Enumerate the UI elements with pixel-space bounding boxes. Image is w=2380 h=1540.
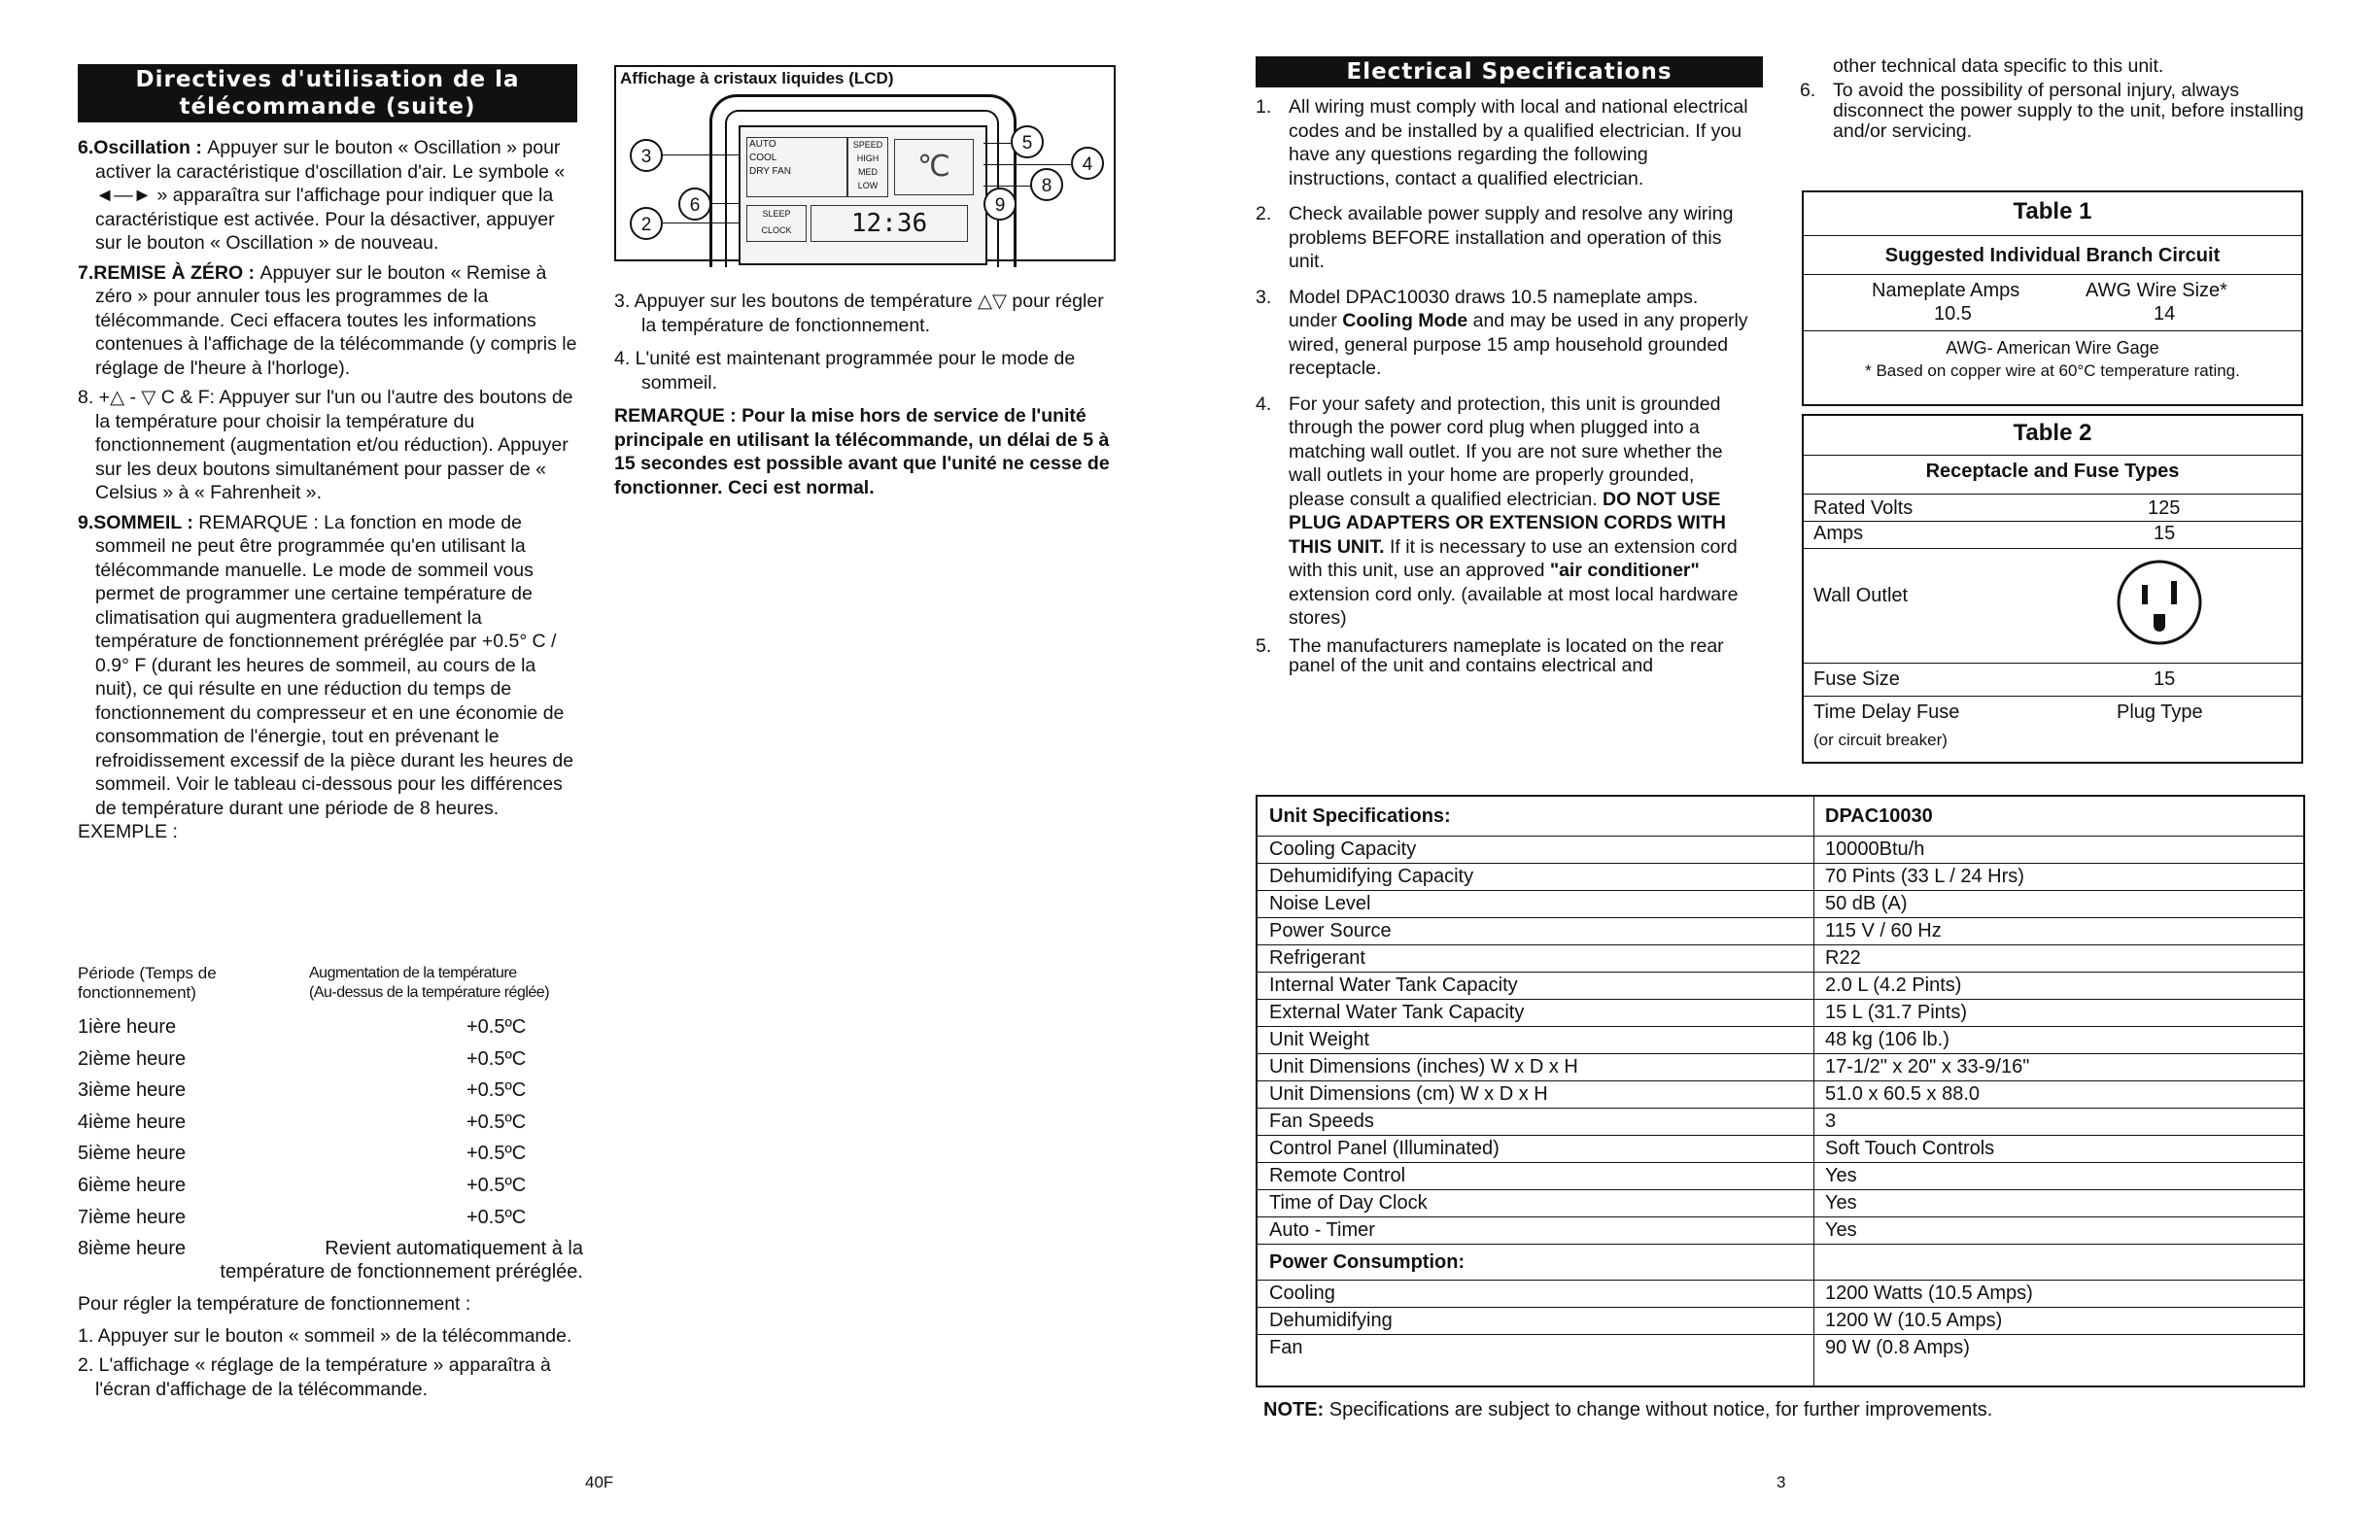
sleep-hour-label: 5ième heure [78, 1143, 187, 1165]
sleep-hour-value: +0.5ºC [466, 1175, 527, 1196]
lcd-label-high: HIGH [856, 154, 880, 163]
left-instructions [78, 136, 581, 844]
col-increase-header: Augmentation de la température (Au-dessus de la température réglée) [309, 965, 550, 1001]
section-header-electrical: Electrical Specifications [1256, 56, 1763, 87]
page-number-left: 40F [585, 1473, 614, 1491]
spec-row [1258, 1190, 2303, 1217]
lcd-label-dry: DRY [749, 166, 770, 177]
time-delay-sub: (or circuit breaker) [1813, 731, 1948, 749]
spec-value: Yes [1825, 1165, 1857, 1186]
spec-value: 51.0 x 60.5 x 88.0 [1825, 1083, 1981, 1105]
item-sleep: 9.SOMMEIL : REMARQUE : La fonction en mode de sommeil ne peut être programmée qu'en utilisant la télécommande manuelle. Le mode de sommeil vous permet de programmer une certaine température de climatisation qui augmentera graduellement la température de fonctionnement préréglée par +0.5° C / 0.9° F (durant les heures de sommeil, au cours de la nuit), ce qui résulte en une réduction du temps de fonctionnement du compresseur et en une économie de consommation de l'énergie, tout en prévenant le refroidissement excessif de la pièce durant les heures de sommeil. Voir le tableau ci-dessous pour les différences de température durant une période de 8 heures. [78, 511, 574, 819]
spec-label: Fan [1269, 1337, 1303, 1358]
mid-step-4: 4. L'unité est maintenant programmée pour le mode de sommeil. [614, 348, 1076, 394]
amps-label: Amps [1813, 523, 1864, 544]
lcd-callout-8: 8 [1030, 168, 1063, 201]
spec-row [1258, 918, 2303, 945]
spec-label: Refrigerant [1269, 947, 1365, 969]
spec-row [1258, 891, 2303, 918]
table1-note2: * Based on copper wire at 60°C temperature rating. [1865, 361, 2240, 380]
sleep-hour-label: 7ième heure [78, 1206, 187, 1228]
spec-value: 1200 Watts (10.5 Amps) [1825, 1283, 2033, 1304]
lcd-callout-5: 5 [1011, 125, 1044, 158]
lcd-label-cool: COOL [749, 153, 777, 163]
table1-subtitle: Suggested Individual Branch Circuit [1884, 245, 2221, 266]
lcd-label-sleep: SLEEP [762, 209, 791, 219]
spec-label: Unit Weight [1269, 1029, 1370, 1050]
spec-label: Remote Control [1269, 1165, 1406, 1186]
spec-label: Auto - Timer [1269, 1219, 1375, 1241]
fuse-size-label: Fuse Size [1813, 668, 1900, 690]
sleep-hour-label: 1ière heure [78, 1016, 177, 1038]
lcd-title: Affichage à cristaux liquides (LCD) [620, 69, 894, 87]
table-2 [1802, 414, 2303, 764]
table1-val1: 10.5 [1934, 303, 1972, 325]
set-temp-intro: Pour régler la température de fonctionnement : [78, 1293, 471, 1315]
spec-label: Power Source [1269, 920, 1392, 941]
table2-title: Table 2 [2013, 420, 2092, 446]
lcd-clock-digits: 12:36 [811, 205, 968, 242]
col-period-header: Période (Temps de fonctionnement) [78, 964, 217, 1002]
lcd-label-med: MED [858, 167, 878, 177]
lcd-label-speed: SPEED [852, 140, 883, 150]
unit-spec-rows [1258, 797, 2303, 1361]
sleep-hour-value: +0.5ºC [466, 1143, 527, 1165]
spec-value: R22 [1825, 947, 1861, 969]
sleep-hour-label: 6ième heure [78, 1175, 187, 1196]
spec-value: Yes [1825, 1192, 1857, 1214]
mid-step-3: 3. Appuyer sur les boutons de température △▽ pour régler la température de fonctionnement. [614, 291, 1104, 336]
spec-row [1258, 837, 2303, 864]
spec-row [1258, 1000, 2303, 1027]
spec-row [1258, 1109, 2303, 1136]
spec-label: Cooling [1269, 1283, 1335, 1304]
lcd-label-clock: CLOCK [761, 225, 792, 235]
spec-value: 115 V / 60 Hz [1825, 920, 1942, 941]
left-steps [78, 1292, 583, 1401]
lcd-screen [739, 125, 987, 265]
sleep-hour-value: +0.5ºC [466, 1206, 527, 1228]
spec-power-header [1258, 1245, 2303, 1281]
spec-value [1813, 1245, 2303, 1281]
table1-title: Table 1 [2013, 198, 2092, 224]
sleep-hour-label: 8ième heure [78, 1238, 187, 1260]
elec-item-4: 4. For your safety and protection, this unit is grounded through the power cord plug when plugged into a matching wall outlet. If you are not sure whether the wall outlets in your home are properly grounded, please consult a qualified electrician. DO NOT USE PLUG ADAPTERS OR EXTENSION CORDS WITH THIS UNIT. If it is necessary to use an extension cord with this unit, use an approved "air conditioner" extension cord only. (available at most local hardware stores) [1256, 393, 1739, 629]
table1-col1: Nameplate Amps [1872, 280, 2020, 301]
elec-item-3: 3. Model DPAC10030 draws 10.5 nameplate amps. under Cooling Mode and may be used in any properly wired, general purpose 15 amp household grounded receptacle. [1256, 286, 1748, 379]
spec-power-row [1258, 1308, 2303, 1335]
lcd-callout-4: 4 [1071, 147, 1104, 180]
spec-label: Power Consumption: [1269, 1250, 1466, 1273]
mid-remark: REMARQUE : Pour la mise hors de service de l'unité principale en utilisant la télécommande, un délai de 5 à 15 secondes est possible avant que l'unité ne cesse de fonctionner. Ceci est normal. [614, 405, 1110, 498]
lcd-label-fan: FAN [772, 166, 791, 177]
spec-label: Unit Specifications: [1269, 804, 1451, 827]
left-step-1: 1. Appuyer sur le bouton « sommeil » de la télécommande. [78, 1324, 572, 1347]
sleep-hour-label: 2ième heure [78, 1047, 187, 1070]
section-header-remote: Directives d'utilisation de la télécommande (suite) [78, 64, 577, 122]
spec-label: Noise Level [1269, 893, 1371, 914]
elec-item-1: 1. All wiring must comply with local and national electrical codes and be installed by a qualified electrician. If you have any questions regarding the following instructions, contact a qualified electrician. [1256, 96, 1748, 189]
lcd-callout-9: 9 [983, 188, 1017, 221]
item5-continuation: other technical data specific to this unit. [1833, 55, 2164, 77]
time-delay-label: Time Delay Fuse [1813, 702, 1960, 723]
spec-label: Dehumidifying [1269, 1310, 1393, 1331]
spec-value: 2.0 L (4.2 Pints) [1825, 975, 1962, 996]
example-label: EXEMPLE : [78, 821, 178, 842]
sleep-hour-value: +0.5ºC [466, 1047, 527, 1070]
spec-label: Time of Day Clock [1269, 1192, 1428, 1214]
lcd-label-low: LOW [857, 181, 879, 190]
table1-note1: AWG- American Wire Gage [1946, 338, 2159, 358]
wall-outlet-label: Wall Outlet [1813, 585, 1909, 606]
rated-volts-label: Rated Volts [1813, 497, 1914, 519]
amps-value: 15 [2154, 523, 2176, 544]
spec-label: Internal Water Tank Capacity [1269, 975, 1518, 996]
elec-item-2: 2. Check available power supply and resolve any wiring problems BEFORE installation and operation of this unit. [1256, 203, 1734, 272]
spec-value: Soft Touch Controls [1825, 1138, 1995, 1159]
sleep-hour-value: Revient automatiquement à la [325, 1238, 583, 1260]
unit-spec-table [1256, 795, 2305, 1387]
middle-steps [614, 290, 1116, 499]
wall-outlet-icon [2115, 558, 2204, 647]
sleep-hour-value: +0.5ºC [466, 1111, 527, 1133]
spec-row [1258, 1163, 2303, 1190]
spec-row [1258, 1081, 2303, 1109]
spec-value: 50 dB (A) [1825, 893, 1908, 914]
sleep-hour-value: +0.5ºC [466, 1016, 527, 1038]
spec-label: Control Panel (Illuminated) [1269, 1138, 1500, 1159]
spec-label: External Water Tank Capacity [1269, 1002, 1525, 1023]
spec-row [1258, 1136, 2303, 1163]
electrical-list [1256, 95, 1751, 681]
sleep-hour-label: 3ième heure [78, 1079, 187, 1102]
spec-row [1258, 973, 2303, 1000]
spec-value: 3 [1825, 1111, 1837, 1132]
spec-label: Fan Speeds [1269, 1111, 1374, 1132]
spec-row [1258, 1027, 2303, 1054]
left-step-2: 2. L'affichage « réglage de la température » apparaîtra à l'écran d'affichage de la télécommande. [78, 1354, 551, 1400]
sleep-hour-value: +0.5ºC [466, 1079, 527, 1102]
table1-val2: 14 [2154, 303, 2176, 325]
table2-subtitle: Receptacle and Fuse Types [1925, 461, 2180, 482]
item-temp-buttons: 8. +△ - ▽ C & F: Appuyer sur l'un ou l'autre des boutons de la température pour choisir la température du fonctionnement (augmentation et/ou réduction). Appuyer sur les deux boutons simultanément pour passer de « Celsius » à « Fahrenheit ». [78, 387, 573, 503]
spec-value: 15 L (31.7 Pints) [1825, 1002, 1968, 1023]
sleep-hour-label: 4ième heure [78, 1111, 187, 1133]
spec-value: 48 kg (106 lb.) [1825, 1029, 1949, 1050]
spec-value: 10000Btu/h [1825, 838, 1925, 860]
lcd-callout-6: 6 [678, 188, 711, 221]
spec-value: 1200 W (10.5 Amps) [1825, 1310, 2003, 1331]
spec-row [1258, 864, 2303, 891]
sleep-hour8-cont: température de fonctionnement préréglée. [220, 1261, 583, 1283]
spec-value: Yes [1825, 1219, 1857, 1241]
page-number-right: 3 [1776, 1473, 1786, 1491]
spec-row [1258, 945, 2303, 973]
spec-row [1258, 1217, 2303, 1245]
plug-type-value: Plug Type [2117, 702, 2203, 723]
spec-value: 90 W (0.8 Amps) [1825, 1337, 1970, 1358]
rated-volts-value: 125 [2148, 497, 2181, 519]
electrical-list-cont [1800, 56, 2305, 142]
item-oscillation: 6.Oscillation : Appuyer sur le bouton « Oscillation » pour activer la caractéristique d'oscillation d'air. Le symbole « ◄—► » apparaîtra sur l'affichage pour indiquer que la caractéristique est activée. Pour la désactiver, appuyer sur le bouton « Oscillation » de nouveau. [78, 137, 566, 254]
table1-col2: AWG Wire Size* [2086, 280, 2227, 301]
spec-note: NOTE: Specifications are subject to change without notice, for further improvements. [1263, 1399, 1993, 1420]
spec-value: 70 Pints (33 L / 24 Hrs) [1825, 866, 2024, 887]
lcd-figure [614, 65, 1116, 261]
lcd-label-auto: AUTO [749, 139, 776, 150]
spec-power-row [1258, 1335, 2303, 1362]
fuse-size-value: 15 [2154, 668, 2176, 690]
item-reset: 7.REMISE À ZÉRO : Appuyer sur le bouton « Remise à zéro » pour annuler tous les programmes de la télécommande. Ceci effacera toutes les informations contenues à l'affichage de la télécommande (y compris le réglage de l'heure à l'horloge). [78, 261, 577, 379]
spec-label: Dehumidifying Capacity [1269, 866, 1474, 887]
elec-item-5: 5. The manufacturers nameplate is located on the rear panel of the unit and contains electrical and [1256, 634, 1724, 676]
elec-item-6: 6. To avoid the possibility of personal injury, always disconnect the power supply to the unit, before installing and/or servicing. [1800, 80, 2304, 142]
spec-power-row [1258, 1281, 2303, 1308]
spec-label: Unit Dimensions (inches) W x D x H [1269, 1056, 1578, 1078]
spec-value: 17-1/2" x 20" x 33-9/16" [1825, 1056, 2030, 1078]
lcd-callout-3: 3 [630, 139, 663, 172]
spec-row [1258, 1054, 2303, 1081]
spec-header-row [1258, 797, 2303, 837]
table-1 [1802, 190, 2303, 406]
spec-label: Unit Dimensions (cm) W x D x H [1269, 1083, 1548, 1105]
spec-label: Cooling Capacity [1269, 838, 1417, 860]
lcd-temp-digits: ℃ [894, 139, 974, 195]
lcd-callout-2: 2 [630, 207, 663, 240]
spec-value: DPAC10030 [1825, 804, 1933, 827]
